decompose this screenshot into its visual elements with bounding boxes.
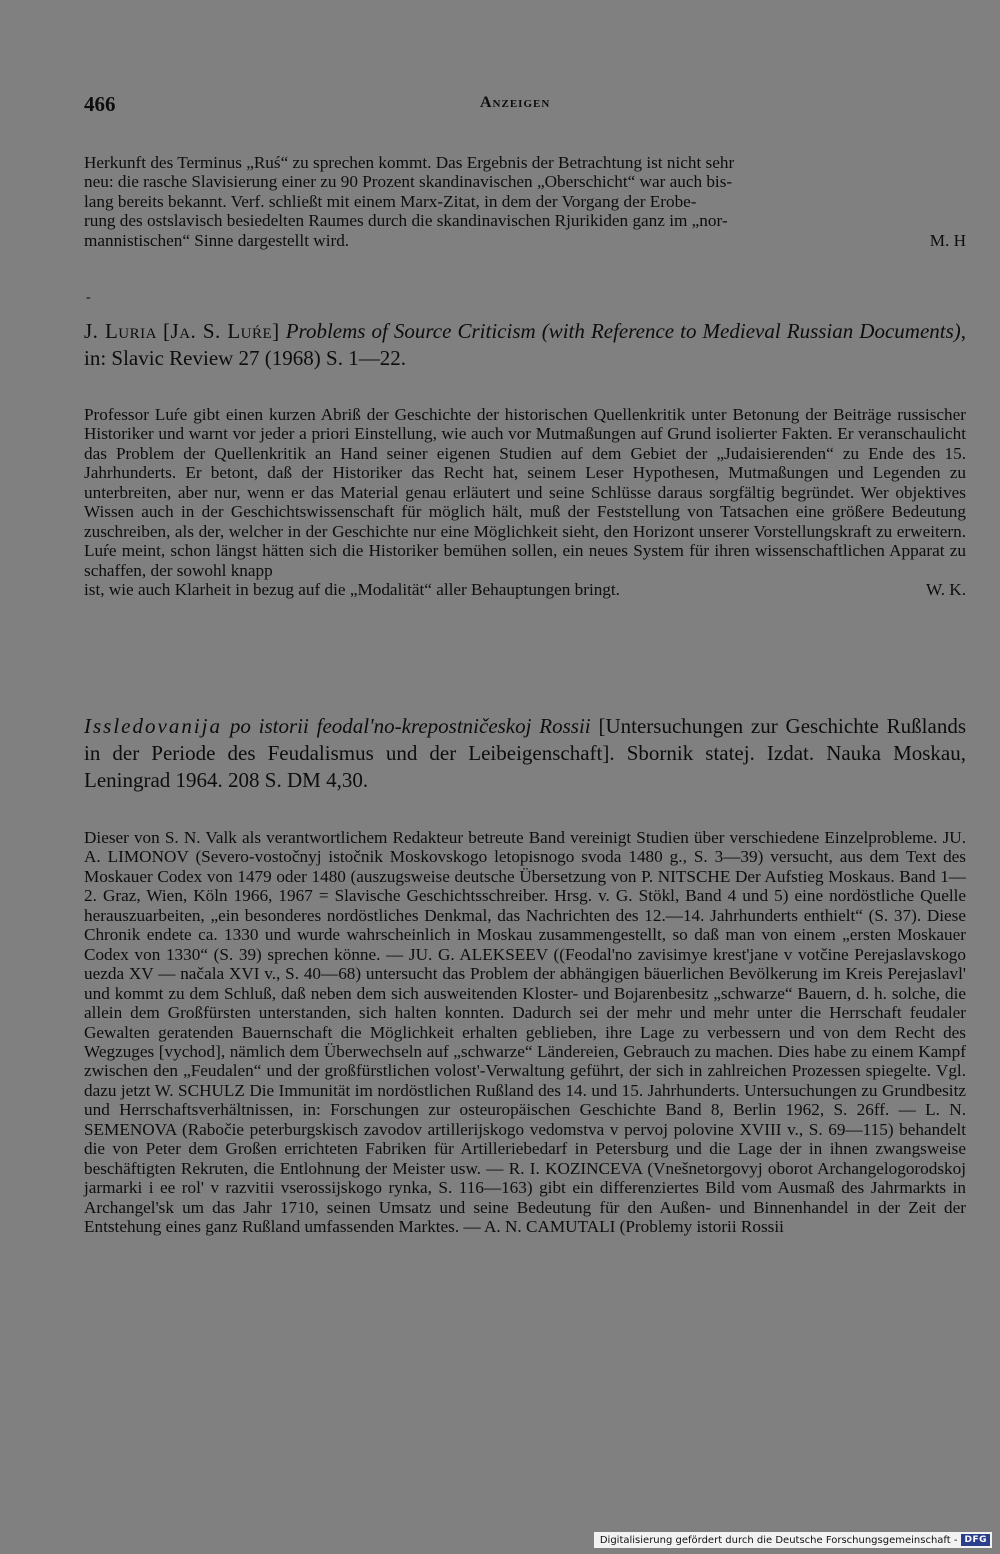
review-2-last-line — [84, 580, 966, 599]
digitization-footer — [594, 1532, 992, 1548]
review-1-signature: M. H — [929, 230, 966, 250]
review-1-last-line — [84, 231, 966, 250]
review-1-line: lang bereits bekannt. Verf. schließt mit einem Marx-Zitat, in dem der Vorgang der Erobe- — [84, 191, 697, 211]
review-2-body — [84, 405, 966, 600]
review-1-last-text: mannistischen“ Sinne dargestellt wird. — [84, 230, 350, 250]
review-2-source: , in: Slavic Review 27 (1968) S. 1—22. — [84, 319, 967, 370]
stray-mark: - — [86, 290, 91, 305]
review-3-title-spaced: Issledovanija — [84, 714, 222, 738]
review-2-heading — [84, 318, 966, 372]
dfg-logo: DFG — [961, 1534, 990, 1546]
review-1-line: rung des ostslavisch besiedelten Raumes durch die skandinavischen Rjurikiden ganz im „nor- — [84, 211, 728, 231]
review-3-heading-rest: [Untersuchungen zur Geschichte Rußlands in der Periode des Feudalismus und der Leibeigenschaft]. Sbornik statej. Izdat. Nauka Moskau, Leningrad 1964. 208 S. DM 4,30. — [84, 714, 967, 792]
review-3-body — [84, 828, 966, 1237]
review-2-title: Problems of Source Criticism (with Reference to Medieval Russian Documents) — [285, 319, 961, 343]
review-1-continuation — [84, 153, 966, 250]
review-3-text: Dieser von S. N. Valk als verantwortlichem Redakteur betreute Band vereinigt Studien über verschiedene Einzelprobleme. JU. A. LIMONOV (Severo-vostočnyj istočnik Moskovskogo letopisnogo svoda 1480 g., S. 3—39) versucht, aus dem Text des Moskauer Codex von 1479 oder 1480 (auszugsweise deutsche Übersetzung von P. NITSCHE Der Aufstieg Moskaus. Band 1—2. Graz, Wien, Köln 1966, 1967 = Slavische Geschichtsschreiber. Hrsg. v. G. Stökl, Band 4 und 5) eine nordöstliche Quelle herauszuarbeiten, „ein besonderes nordöstliches Denkmal, das Nachrichten des 12.—14. Jahrhunderts enthielt“ (S. 37). Diese Chronik endete ca. 1330 und wurde wahrscheinlich in Moskau zusammengestellt, so daß man von einem „ersten Moskauer Codex von 1330“ (S. 39) sprechen könne. — JU. G. ALEKSEEV ((Feodal'no zavisimye krest'jane v votčine Perejaslavskogo uezda XV — načala XVI v., S. 40—68) untersucht das Problem der abhängigen bäuerlichen Bevölkerung im Kreis Perejaslavl' und kommt zu dem Schluß, daß neben dem sich ausweitenden Kloster- und Bojarenbesitz „schwarze“ Bauern, d. h. solche, die allein dem Großfürsten unterstanden, sich halten konnten. Dadurch sei der mehr und mehr unter die Herrschaft feudaler Gewalten geratenden Bauernschaft die Möglichkeit erhalten geblieben, ihre Lage zu verbessern und von dem Recht des Wegzuges [vychod], nämlich dem Überwechseln auf „schwarze“ Ländereien, Gebrauch zu machen. Dies habe zu einem Kampf zwischen den „Feudalen“ und der großfürstlichen volost'-Verwaltung geführt, der sich in zahlreichen Prozessen spiegelte. Vgl. dazu jetzt W. SCHULZ Die Immunität im nordöstlichen Rußland des 14. und 15. Jahrhunderts. Untersuchungen zu Grundbesitz und Herrschaftsverhältnissen, in: Forschungen zur osteuropäischen Geschichte Band 8, Berlin 1962, S. 26ff. — L. N. SEMENOVA (Rabočie peterburgskisch zavodov artillerijskogo vedomstva v pervoj polovine XVIII v., S. 69—115) behandelt die von Peter dem Großen errichteten Fabriken für Artilleriebedarf in Petersburg und die Lage der in ihnen zwangsweise beschäftigten Rekruten, die Entlohnung der Meister usw. — R. I. KOZINCEVA (Vnešnetorgovyj oborot Archangelogorodskoj jarmarki i ee rol' v razvitii vserossijskogo rynka, S. 116—163) gibt ein differenziertes Bild vom Ausmaß des Jahrmarkts in Archangel'sk um das Jahr 1710, seinen Umsatz und seine Bedeutung für den Außen- und Binnenhandel in der Zeit der Entstehung eines ganz Rußland umfassenden Marktes. — A. N. CAMUTALI (Problemy istorii Rossii — [84, 828, 966, 1237]
review-1-line: Herkunft des Terminus „Ruś“ zu sprechen kommt. Das Ergebnis der Betrachtung ist nicht sehr — [84, 153, 735, 172]
review-3-heading — [84, 713, 966, 794]
page-number: 466 — [84, 92, 116, 116]
review-2-text: Professor Luŕe gibt einen kurzen Abriß der Geschichte der historischen Quellenkritik unter Betonung der Beiträge russischer Historiker und warnt vor jeder a priori Einstellung, wie auch vor Mutmaßungen auf Grund isolierter Fakten. Er veranschaulicht das Problem der Quellenkritik an Hand seiner eigenen Studien auf dem Gebiet der „Judaisierenden“ zu Ende des 15. Jahrhunderts. Er betont, daß der Historiker das Recht hat, seinem Leser Hypothesen, Mutmaßungen und Legenden zu unterbreiten, aber nur, wenn er das Material genau erläutert und seine Schlüsse daraus sorgfältig begründet. Wer objektives Wissen auch in der Geschichtswissenschaft für möglich hält, muß der Feststellung von Tatsachen eine größere Bedeutung zuschreiben, als der, welcher in der Geschichte nur eine Möglichkeit sieht, den Horizont unserer Vorstellungskraft zu erweitern. Luŕe meint, schon längst hätten sich die Historiker bemühen sollen, ein neues System für ihren wissenschaftlichen Apparat zu schaffen, der sowohl knapp — [84, 405, 966, 580]
review-2-author: J. Luria — [84, 319, 157, 343]
footer-text: Digitalisierung gefördert durch die Deutsche Forschungsgemeinschaft - — [599, 1534, 958, 1546]
review-1-line: neu: die rasche Slavisierung einer zu 90 Prozent skandinavischen „Oberschicht“ war auch bis- — [84, 172, 733, 192]
review-2-author-alt: [Ja. S. Luŕe] — [163, 319, 280, 343]
running-title: Anzeigen — [480, 94, 551, 111]
review-2-signature: W. K. — [926, 580, 966, 600]
review-3-title-rest: po istorii feodal'no-krepostničeskoj Rossii — [229, 714, 591, 738]
review-2-last-text: ist, wie auch Klarheit in bezug auf die „Modalität“ aller Behauptungen bringt. — [84, 580, 620, 600]
